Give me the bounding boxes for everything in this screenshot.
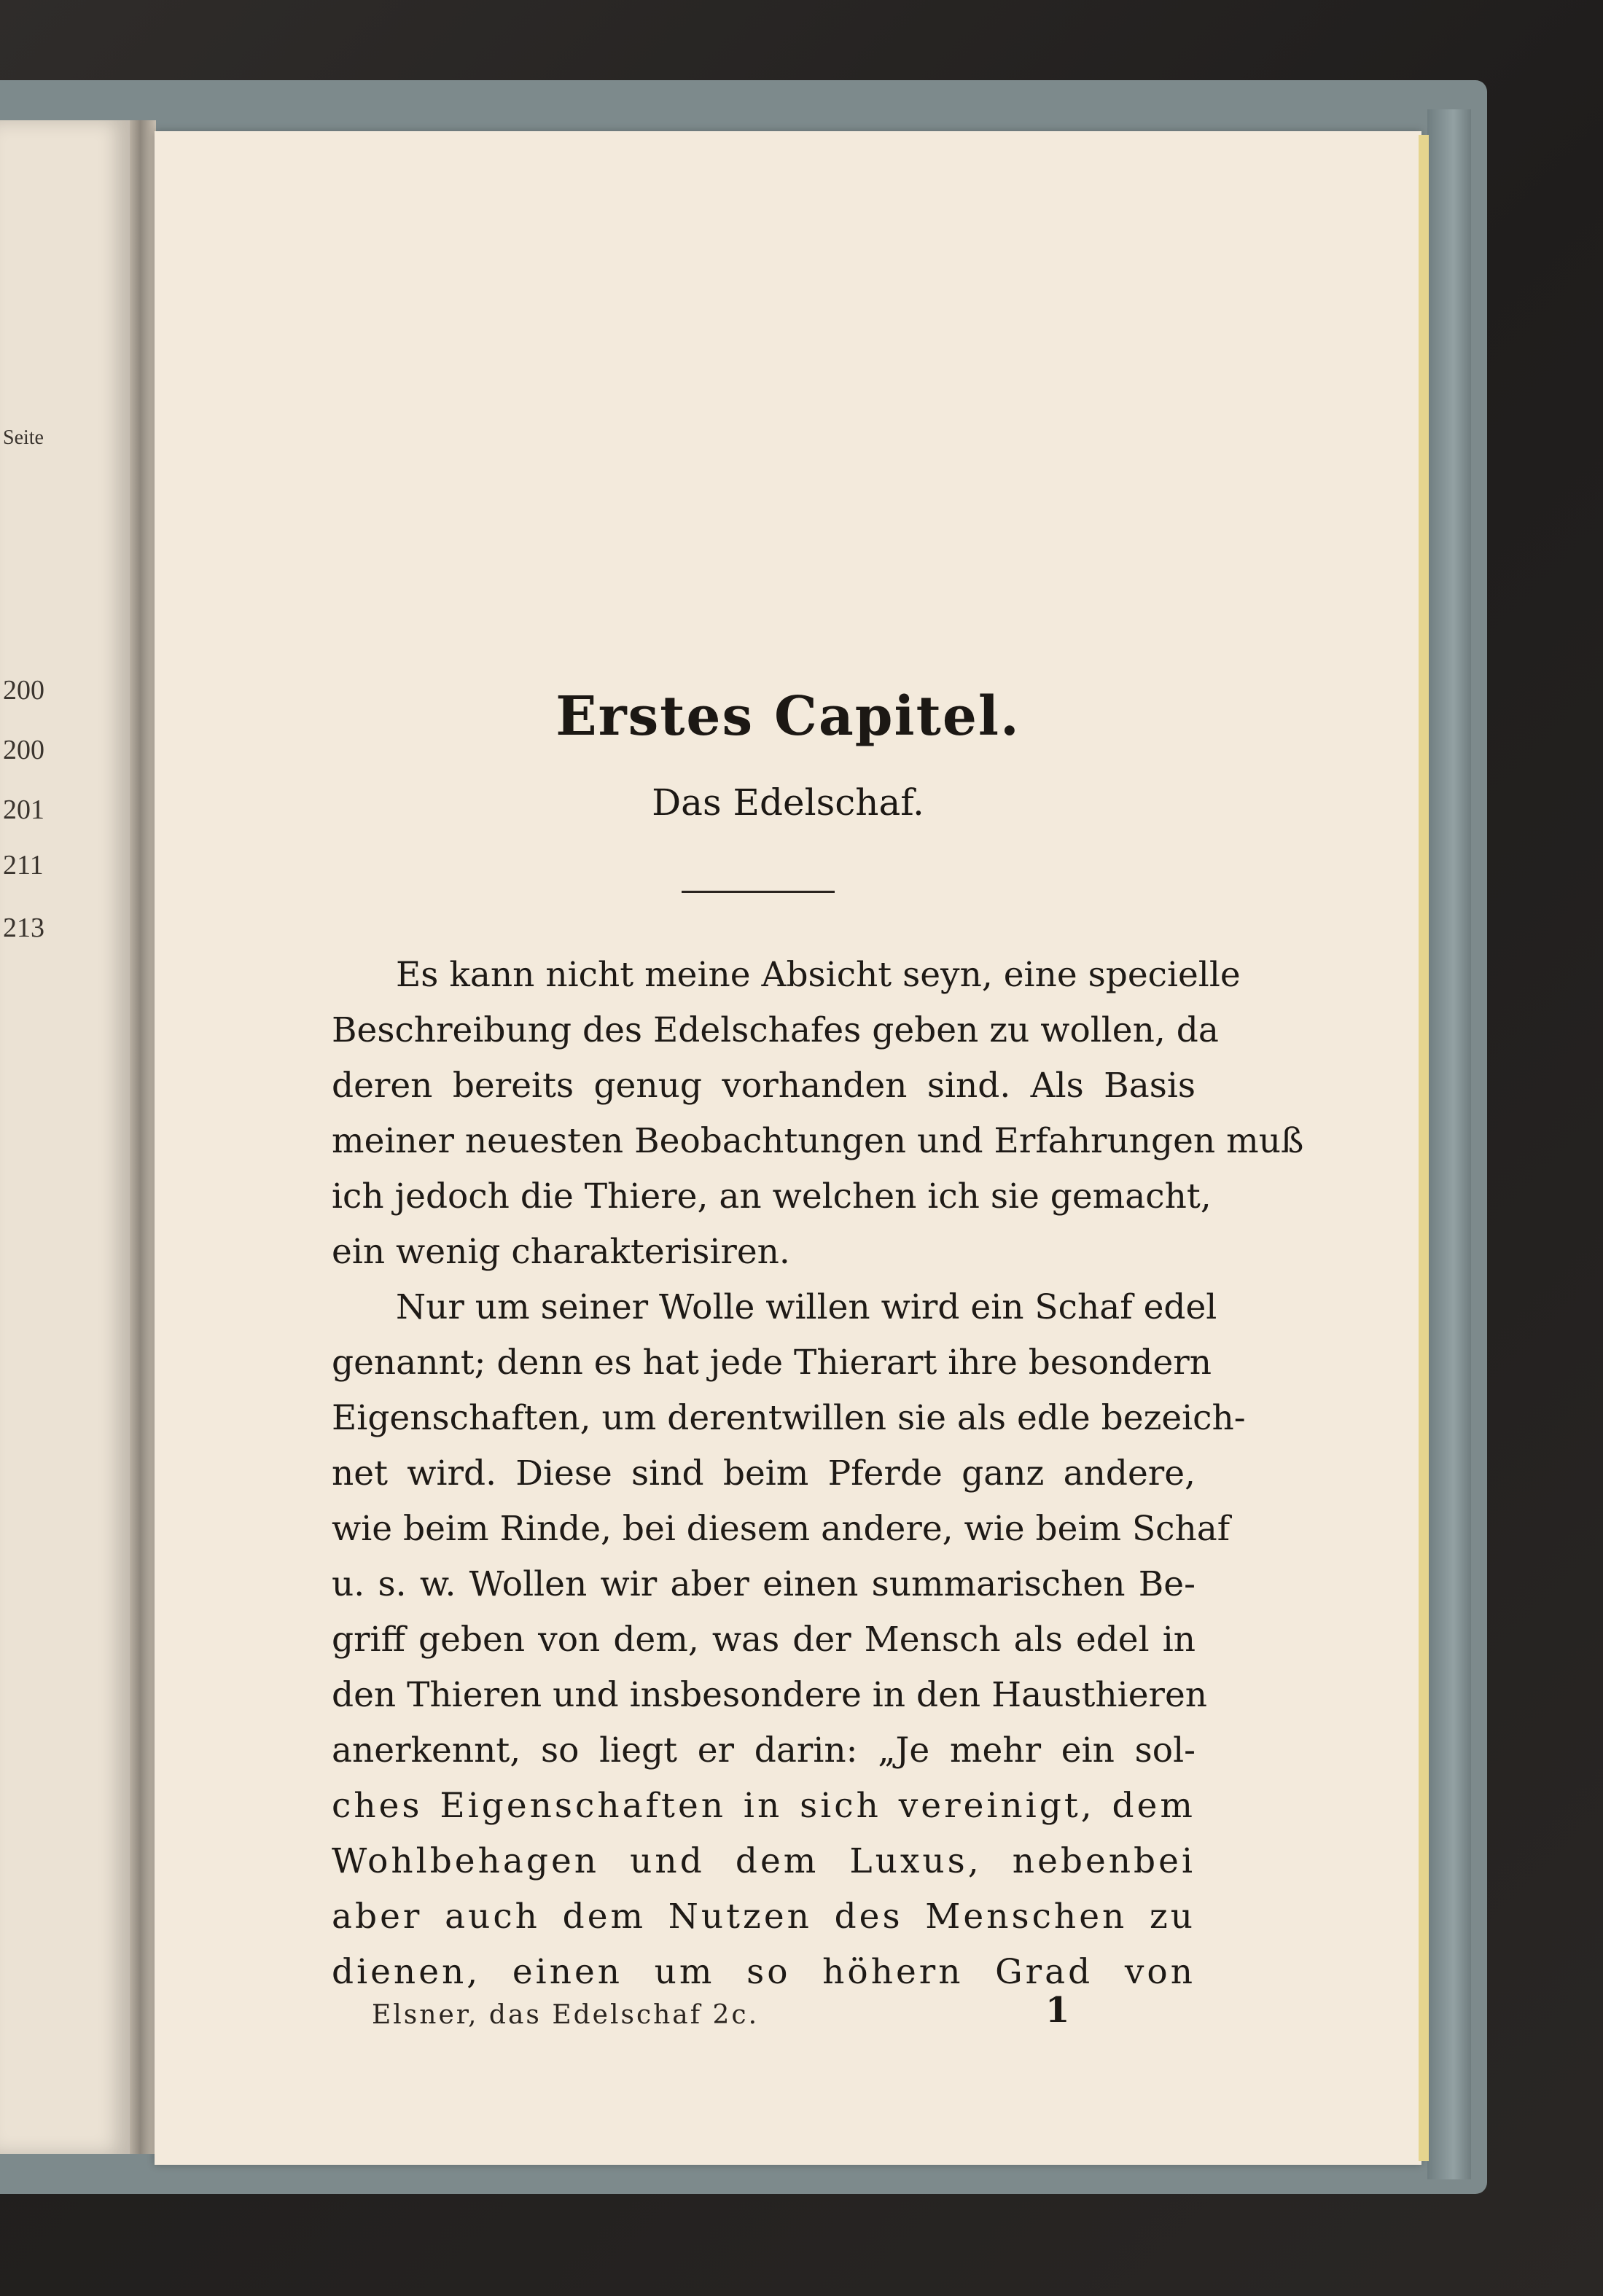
chapter-title: Erstes Capitel. bbox=[555, 685, 1021, 748]
left-page-number-1: 200 bbox=[3, 675, 44, 706]
body-line: net wird. Diese sind beim Pferde ganz andere, bbox=[332, 1453, 1196, 1493]
body-line: anerkennt, so liegt er darin: „Je mehr ein sol- bbox=[332, 1730, 1196, 1770]
body-line: deren bereits genug vorhanden sind. Als Basis bbox=[332, 1066, 1196, 1106]
left-page-number-4: 211 bbox=[3, 850, 44, 880]
body-line: ich jedoch die Thiere, an welchen ich sie gemacht, bbox=[332, 1176, 1212, 1217]
book-cover-edge bbox=[1427, 109, 1471, 2179]
page-number: 1 bbox=[1045, 1990, 1070, 2031]
page-edge bbox=[1419, 135, 1429, 2161]
body-line: Beschreibung des Edelschafes geben zu wollen, da bbox=[332, 1010, 1219, 1050]
body-line: wie beim Rinde, bei diesem andere, wie beim Schaf bbox=[332, 1509, 1230, 1549]
left-page-number-3: 201 bbox=[3, 794, 44, 825]
body-line: ches Eigenschaften in sich vereinigt, dem bbox=[332, 1786, 1196, 1826]
body-line: aber auch dem Nutzen des Menschen zu bbox=[332, 1897, 1196, 1937]
body-line: Es kann nicht meine Absicht seyn, eine specielle bbox=[396, 955, 1241, 995]
body-line: Wohlbehagen und dem Luxus, nebenbei bbox=[332, 1841, 1196, 1881]
left-page bbox=[0, 120, 130, 2154]
left-page-header: Seite bbox=[3, 426, 44, 449]
left-page-number-5: 213 bbox=[3, 913, 44, 943]
footer-signature: Elsner, das Edelschaf 2c. bbox=[372, 2000, 760, 2030]
body-line: den Thieren und insbesondere in den Hausthieren bbox=[332, 1675, 1208, 1715]
body-line: Eigenschaften, um derentwillen sie als edle bezeich- bbox=[332, 1398, 1246, 1438]
title-divider bbox=[682, 891, 835, 893]
body-line: meiner neuesten Beobachtungen und Erfahrungen muß bbox=[332, 1121, 1304, 1161]
body-line: Nur um seiner Wolle willen wird ein Schaf edel bbox=[396, 1287, 1217, 1327]
body-line: dienen, einen um so höhern Grad von bbox=[332, 1952, 1196, 1992]
body-line: griff geben von dem, was der Mensch als edel in bbox=[332, 1620, 1196, 1660]
body-line: ein wenig charakterisiren. bbox=[332, 1232, 790, 1272]
left-page-number-2: 200 bbox=[3, 735, 44, 765]
body-text bbox=[332, 948, 1304, 2000]
chapter-subtitle: Das Edelschaf. bbox=[652, 781, 924, 824]
book-gutter bbox=[130, 120, 156, 2154]
body-line: u. s. w. Wollen wir aber einen summarischen Be- bbox=[332, 1564, 1196, 1604]
body-line: genannt; denn es hat jede Thierart ihre besondern bbox=[332, 1343, 1212, 1383]
